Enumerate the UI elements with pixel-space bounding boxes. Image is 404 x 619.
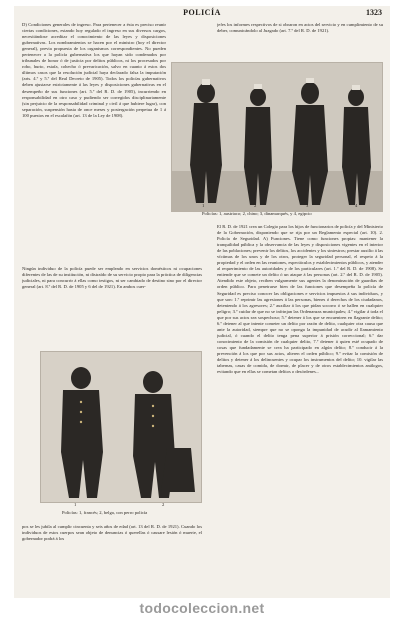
photo-top-number-2: 2 xyxy=(254,203,257,208)
left-column-top-text: D) Condiciones generales de ingreso. Para pertenecer a ésta es preciso reunir ciertas condiciones, estando hoy regulado el ingreso en sus diversos cargos, necesitándose acreditar el conocimiento de las leyes y disposiciones gubernativas. Los nombramientos se hacen por el ministro (hoy el director general), previa propuesta de los organismos correspondientes. No pueden pertenecer a la policía gubernativa los que hayan sido condenados por tribunales de honor ó de justicia por delitos públicos, ni los procesados por robo, hurto, estafa, cohecho ó prevaricación, salvo en cuanto á estos dos últimos casos que la resolución judicial haya declarado falsa la imputación (arts. 4.º y 5.º del Real Decreto de 1905). Todos los policías gubernativos deben ajustarse estrictamente á las leyes y disposiciones gubernativas en el desempeño de sus funciones (art. 5.º del R. D. de 1905), incurriendo en responsabilidad en otro caso y pudiendo ser corregidos disciplinariamente (sin perjuicio de la responsabilidad criminal y civil á que hubiere lugar), con separación, suspensión hasta de once meses y postergación perpetua de 1 á 100 puestos en el escalafón (art. 13 de la Ley de 1908). xyxy=(22,22,166,118)
page-title: POLICÍA xyxy=(183,8,221,17)
left-column-middle-text: Ningún individuo de la policía puede ser empleado en servicios domésticos ni ocupaciones diferentes de las de su institución, ni distraído de su servicio propio para la práctica de diligencias judiciales, ni para concurrir á ellas como testigos, ni ser cambiado de destino sino por el director general (art. 8.º del R. D. de 1905 y 6 del de 1921). En ambos cuer- xyxy=(22,266,202,290)
photo-bottom-caption: Policías: 1, francés; 2, belga, con perro policía xyxy=(62,510,148,515)
photo-top-number-4: 4 xyxy=(355,203,358,208)
left-column-bottom-text: pos se les jubila al cumplir cincuenta y seis años de edad (art. 13 del R. D. de 1921). Cuando los individuos de estos cuerpos sean objeto de denuncias ó querellas ó causare lesión ó muerte, el gobernador podrá á los xyxy=(22,524,202,542)
right-column-top-text: jefes los informes respectivos de si obraron en actos del servicio y en cumplimiento de su deber, comunicándolo al Juzgado (art. 7.º del R. D. de 1921). xyxy=(217,22,383,34)
photo-four-policemen xyxy=(171,62,383,212)
page-header xyxy=(22,8,382,20)
photo-two-policemen xyxy=(40,351,202,503)
page-number: 1323 xyxy=(366,8,382,17)
photo-top-caption: Policías: 1, austriaco; 2, chino; 3, dinamarqués, y 4, egipcio xyxy=(202,211,312,216)
right-column-main-text: El R. D. de 1921 crea un Colegio para los hijos de funcionarios de policía y del Ministerio de la Gobernación, disponiendo que se rija por un Reglamento especial (art. 10). 2. Policía de Seguridad. A) Funciones. Tiene como funciones propias: mantener la tranquilidad pública y la observancia de las leyes y disposiciones vigentes en el interior de las poblaciones; prevenir los delitos, los accidentes y los siniestros; prestar auxilio á las víctimas de los unos y de los otros, proteger la seguridad personal, el respeto á la propiedad y el orden en las reuniones, espectáculos y establecimientos públicos, y atender al requerimiento de las autoridades y de los particulares (art. 1.º del R. D. de 1908). Se entiende que se comete un delito ó un ataque á las personas (art. 2.º del R. D. de 1905). Atendido este objeto, reciben vulgarmente sus agentes la denominación de guardias de orden público. Para penetrarse bien de las funciones que desempeña la policía de Seguridad es preciso conocer las obligaciones e servicios impuestos á sus individuos, y que son: 1.º reprimir las agresiones á las personas, bienes ó derechos de los ciudadanos, deteniendo á los agresores; 2.º auxiliar á los que pidan socorro ó se hallen en cualquier peligro; 3.º cuidar de que no se infrinjan las Ordenanzas municipales; 4.º vigilar á toda el que por sus actos sea sospechoso; 5.º detener á los que se encuentren en flagrante delito; 6.º detener al que intente cometer un delito por razón de delito, cualquier otra causa que ante la autoridad, siempre que no se oponga la impunidad de acudir al llamamiento judicial, ó cuando el delito tenga pena superior á prisión correccional; 6.º dar conocimiento de la comisión de cualquier delito, 7.º detener á quien esté ocupado de cosas que fundadamente se crea ha participado en algún delito; 8.º conducir á la prevención á los que por sus actos, alteren el orden público; 9.º evitar la comisión de delitos y detener á los delincuentes y ocupar los instrumentos del delito; 10. vigilar las tabernas, casas de comida, de dormir, de placer y de otros establecimientos análogos, evitando que en ellas se cometan delitos o desórdenes... xyxy=(217,224,383,375)
book-page xyxy=(14,6,390,598)
photo-bottom-number-2: 2 xyxy=(162,502,165,507)
photo-bottom-number-1: 1 xyxy=(74,502,77,507)
watermark-logo: todocoleccion.net xyxy=(139,600,265,616)
photo-top-number-1: 1 xyxy=(202,203,205,208)
photo-top-number-3: 3 xyxy=(306,203,309,208)
